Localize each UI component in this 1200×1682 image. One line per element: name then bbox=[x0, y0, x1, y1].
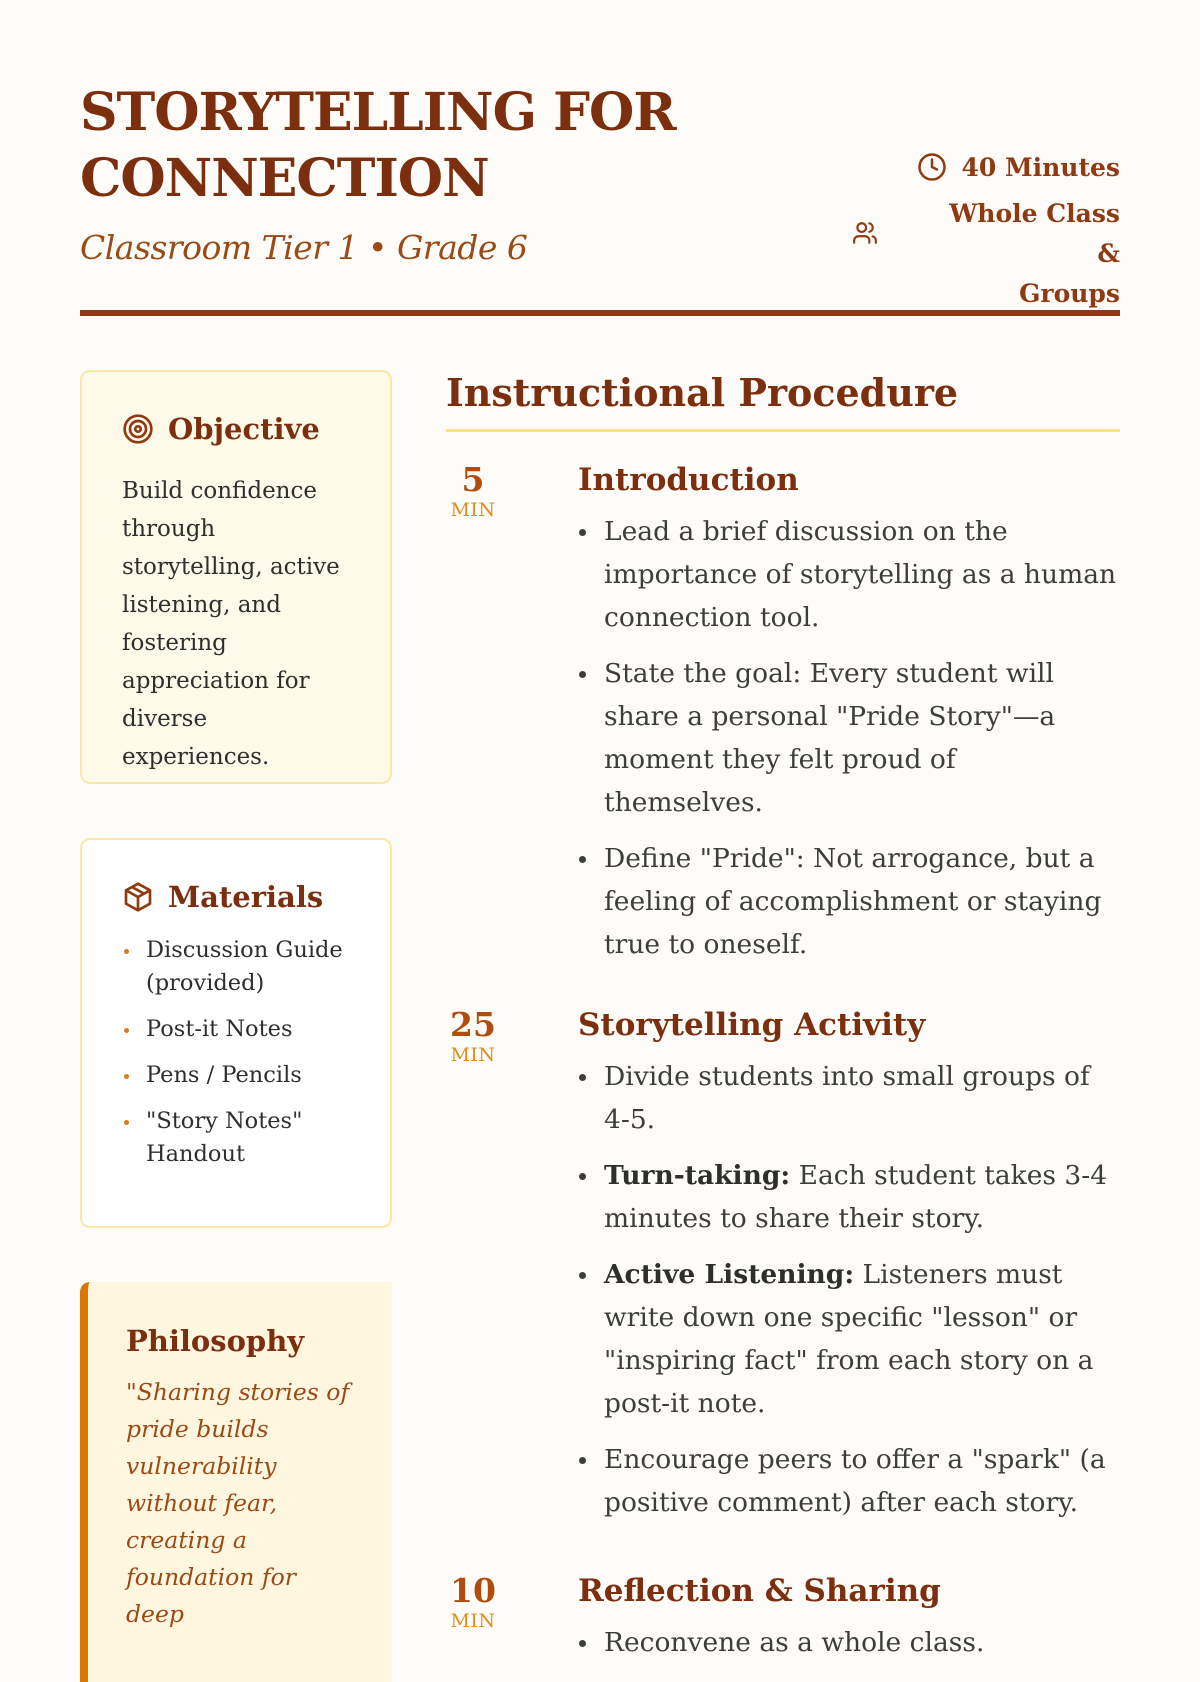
users-icon bbox=[852, 220, 878, 246]
list-item: Post-it Notes bbox=[122, 1013, 350, 1046]
list-item: State the goal: Every student will share a personal "Pride Story"—a moment they felt proud of themselves. bbox=[578, 652, 1120, 824]
list-item: Discussion Guide (provided) bbox=[122, 934, 350, 1000]
step-unit: MIN bbox=[450, 1610, 496, 1632]
duration bbox=[820, 148, 1120, 188]
step-unit: MIN bbox=[450, 499, 496, 521]
step-bullets bbox=[578, 510, 1120, 966]
list-item: Pens / Pencils bbox=[122, 1059, 350, 1092]
objective-card bbox=[80, 370, 392, 784]
philosophy-heading: Philosophy bbox=[126, 1324, 305, 1358]
step-bullets bbox=[578, 1055, 1120, 1524]
title-line-1: STORYTELLING FOR bbox=[80, 82, 676, 143]
step-title: Storytelling Activity bbox=[578, 1007, 926, 1043]
step-minutes: 5 bbox=[461, 460, 485, 499]
step-storytelling-activity bbox=[446, 1005, 1120, 1537]
list-item: Encourage peers to offer a "spark" (a positive comment) after each story. bbox=[578, 1438, 1120, 1524]
lesson-meta bbox=[820, 80, 1120, 314]
materials-heading: Materials bbox=[122, 880, 350, 914]
package-icon bbox=[122, 881, 154, 913]
title-block bbox=[80, 80, 676, 267]
philosophy-quote: "Sharing stories of pride builds vulnerability without fear, creating a foundation for deep bbox=[126, 1378, 350, 1628]
step-reflection-sharing bbox=[446, 1571, 1120, 1677]
step-title: Introduction bbox=[578, 462, 799, 498]
page-subtitle: Classroom Tier 1 • Grade 6 bbox=[80, 228, 528, 267]
step-duration bbox=[446, 1571, 552, 1677]
philosophy-card bbox=[80, 1282, 392, 1682]
step-duration bbox=[446, 460, 552, 979]
sidebar bbox=[80, 370, 392, 1682]
procedure-title: Instructional Procedure bbox=[446, 370, 1120, 432]
step-minutes: 25 bbox=[450, 1005, 496, 1044]
grouping-text: Whole Class & Groups bbox=[949, 199, 1120, 308]
list-item: Define "Pride": Not arrogance, but a feeling of accomplishment or staying true to oneself. bbox=[578, 837, 1120, 966]
step-content bbox=[552, 460, 1120, 979]
target-icon bbox=[122, 413, 154, 445]
step-minutes: 10 bbox=[450, 1571, 496, 1610]
materials-card bbox=[80, 838, 392, 1228]
step-title: Reflection & Sharing bbox=[578, 1573, 941, 1609]
list-item: Divide students into small groups of 4-5. bbox=[578, 1055, 1120, 1141]
duration-text: 40 Minutes bbox=[961, 153, 1120, 182]
step-duration bbox=[446, 1005, 552, 1537]
list-item: "Story Notes" Handout bbox=[122, 1105, 350, 1171]
step-introduction bbox=[446, 460, 1120, 979]
objective-heading: Objective bbox=[122, 412, 350, 446]
clock-icon bbox=[917, 152, 947, 182]
content-body bbox=[80, 370, 1120, 1682]
page-title bbox=[80, 80, 676, 212]
step-content bbox=[552, 1571, 1120, 1677]
title-line-2: CONNECTION bbox=[80, 148, 489, 209]
users-icon-wrap bbox=[852, 218, 878, 258]
list-item: Turn-taking: Each student takes 3-4 minutes to share their story. bbox=[578, 1154, 1120, 1240]
step-bullets bbox=[578, 1621, 1120, 1664]
list-item: Lead a brief discussion on the importance of storytelling as a human connection tool. bbox=[578, 510, 1120, 639]
materials-list bbox=[122, 934, 350, 1171]
list-item: Active Listening: Listeners must write down one specific "lesson" or "inspiring fact" from each story on a post-it note. bbox=[578, 1253, 1120, 1425]
list-item: Reconvene as a whole class. bbox=[578, 1621, 1120, 1664]
procedure bbox=[446, 370, 1120, 1682]
step-unit: MIN bbox=[450, 1044, 496, 1066]
page-header bbox=[80, 80, 1120, 316]
objective-text: Build confidence through storytelling, active listening, and fostering appreciation for diverse experiences. bbox=[122, 478, 340, 770]
step-content bbox=[552, 1005, 1120, 1537]
grouping bbox=[820, 194, 1120, 314]
